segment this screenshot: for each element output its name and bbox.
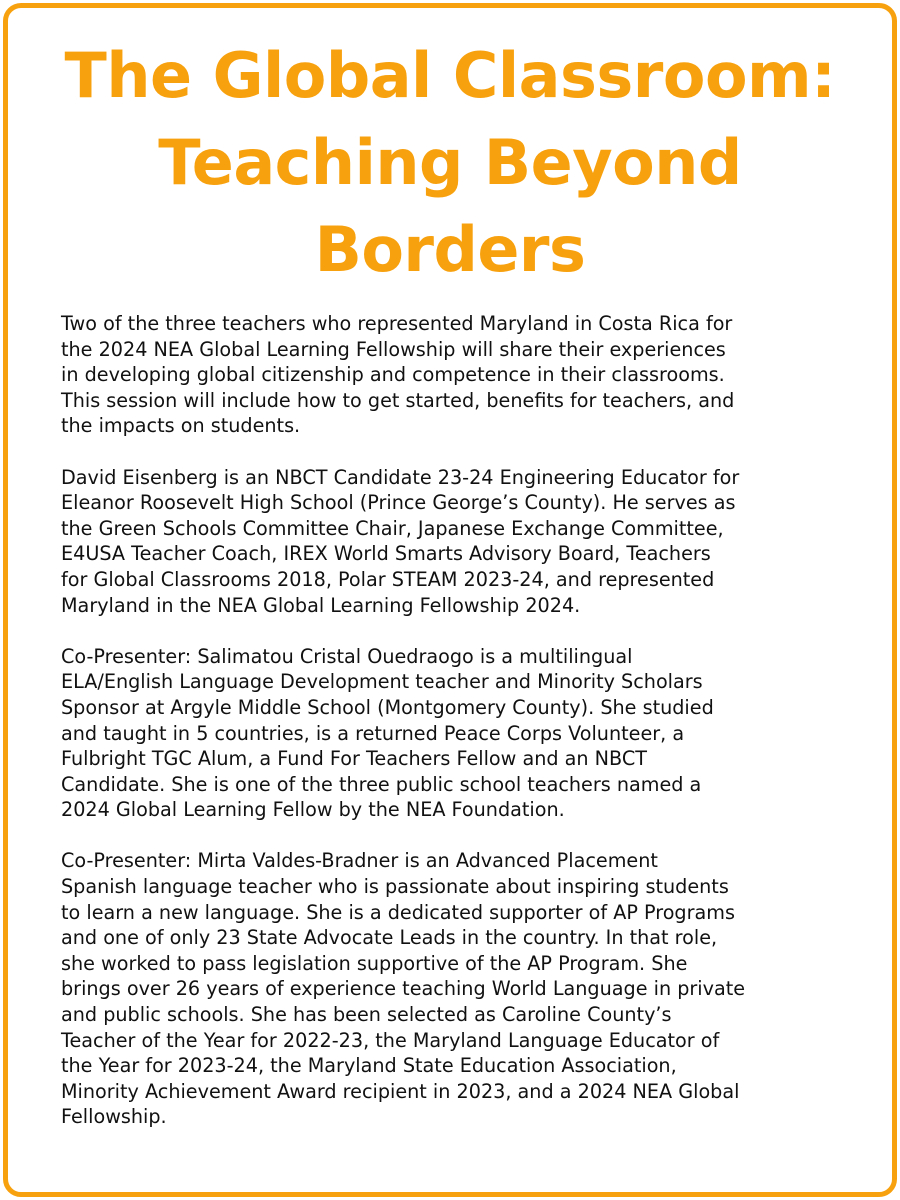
session-title: [0, 32, 900, 293]
text-line: This session will include how to get started, benefits for teachers, and: [61, 388, 735, 412]
text-line: E4USA Teacher Coach, IREX World Smarts Advisory Board, Teachers: [61, 542, 711, 566]
text-line: and taught in 5 countries, is a returned Peace Corps Volunteer, a: [61, 721, 685, 745]
text-line: Eleanor Roosevelt High School (Prince George’s County). He serves as: [61, 491, 736, 515]
text-line: Co-Presenter: Mirta Valdes-Bradner is an Advanced Placement: [61, 849, 658, 873]
session-description: [61, 311, 851, 1156]
text-line: the impacts on students.: [61, 414, 301, 438]
presenter-bio-eisenberg: [61, 465, 851, 619]
text-line: Maryland in the NEA Global Learning Fellowship 2024.: [61, 593, 581, 617]
text-line: 2024 Global Learning Fellow by the NEA Foundation.: [61, 798, 565, 822]
text-line: Teacher of the Year for 2022-23, the Maryland Language Educator of: [61, 1028, 720, 1052]
text-line: Fulbright TGC Alum, a Fund For Teachers Fellow and an NBCT: [61, 747, 647, 771]
text-line: Spanish language teacher who is passionate about inspiring students: [61, 875, 729, 899]
presenter-bio-valdes-bradner: [61, 848, 851, 1130]
title-line-2: Teaching Beyond: [158, 126, 742, 199]
title-line-3: Borders: [314, 213, 586, 286]
text-line: the Year for 2023-24, the Maryland State Education Association,: [61, 1054, 677, 1078]
text-line: and public schools. She has been selected as Caroline County’s: [61, 1003, 672, 1027]
text-line: and one of only 23 State Advocate Leads in the country. In that role,: [61, 926, 718, 950]
text-line: Minority Achievement Award recipient in 2023, and a 2024 NEA Global: [61, 1079, 740, 1103]
presenter-bio-ouedraogo: [61, 644, 851, 823]
session-summary-paragraph: [61, 311, 851, 439]
text-line: to learn a new language. She is a dedicated supporter of AP Programs: [61, 900, 735, 924]
text-line: Two of the three teachers who represented Maryland in Costa Rica for: [61, 312, 733, 335]
text-line: ELA/English Language Development teacher and Minority Scholars: [61, 670, 703, 694]
text-line: brings over 26 years of experience teaching World Language in private: [61, 977, 746, 1001]
text-line: the Green Schools Committee Chair, Japanese Exchange Committee,: [61, 516, 724, 540]
text-line: in developing global citizenship and competence in their classrooms.: [61, 363, 725, 387]
title-line-1: The Global Classroom:: [64, 39, 836, 112]
text-line: Candidate. She is one of the three public school teachers named a: [61, 772, 702, 796]
text-line: Sponsor at Argyle Middle School (Montgomery County). She studied: [61, 695, 714, 719]
text-line: for Global Classrooms 2018, Polar STEAM 2023-24, and represented: [61, 567, 715, 591]
text-line: she worked to pass legislation supportive of the AP Program. She: [61, 951, 688, 975]
text-line: the 2024 NEA Global Learning Fellowship will share their experiences: [61, 337, 726, 361]
text-line: David Eisenberg is an NBCT Candidate 23-24 Engineering Educator for: [61, 465, 740, 489]
text-line: Co-Presenter: Salimatou Cristal Ouedraogo is a multilingual: [61, 644, 633, 668]
text-line: Fellowship.: [61, 1105, 167, 1129]
